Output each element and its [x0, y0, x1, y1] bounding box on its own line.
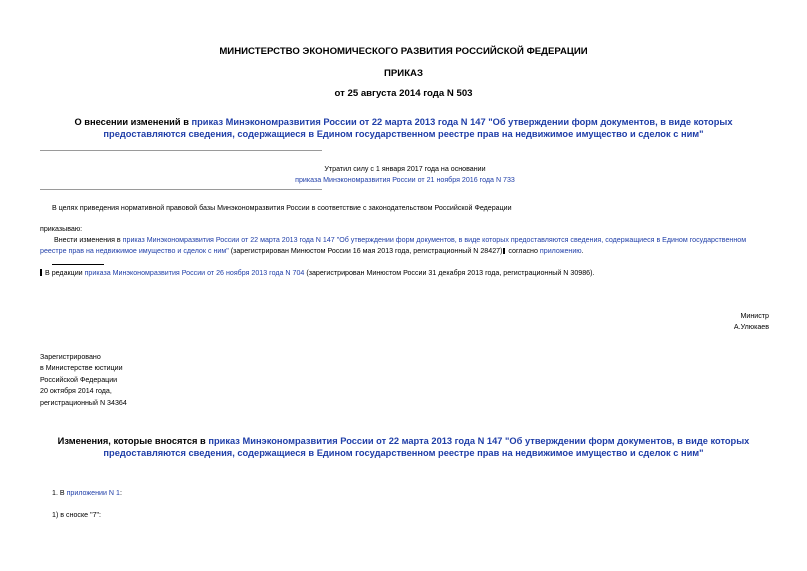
changes-order-link[interactable]: приказ Минэкономразвития России от 22 марта 2013 года N 147 "Об утверждении форм документов, в виде которых предоставляются сведения, содержащиеся в Едином государственном реестре прав на недвижимое имущество и сделок с ним": [103, 436, 750, 458]
change-subitem-1: 1) в сноске "7":: [52, 511, 102, 519]
changes-prefix: Изменения, которые вносятся в: [57, 436, 209, 446]
lost-force-note: [260, 164, 550, 186]
document-headline: [40, 116, 767, 140]
footnote-order-link[interactable]: приказа Минэкономразвития России от 26 ноября 2013 года N 704: [84, 269, 305, 277]
footnote-suffix: (зарегистрирован Минюстом России 31 декабря 2013 года, регистрационный N 30986).: [304, 269, 595, 277]
changes-title: [40, 435, 767, 459]
main-paragraph: [40, 235, 769, 257]
registration-line: Зарегистрировано: [40, 353, 101, 361]
separator-top: [40, 150, 322, 151]
appendix-1-link[interactable]: приложении N 1: [66, 489, 120, 497]
item1-suffix: :: [119, 489, 122, 497]
registration-line: Российской Федерации: [40, 375, 118, 384]
lost-force-link[interactable]: приказа Минэкономразвития России от 21 ноября 2016 года N 733: [295, 176, 515, 184]
order-word: приказываю:: [40, 225, 83, 233]
footnote-separator: [52, 264, 104, 265]
para2-middle: (зарегистрирован Минюстом России 16 мая 2013 года, регистрационный N 28427): [228, 247, 503, 255]
headline-order-link[interactable]: приказ Минэкономразвития России от 22 марта 2013 года N 147 "Об утверждении форм документов, в виде которых предоставляются сведения, содержащиеся в Едином государственном реестре прав на недвижимое имущество и сделок с ним": [103, 117, 733, 139]
signature-block: [734, 311, 769, 333]
footnote: [40, 268, 769, 279]
signature-name: А.Улюкаев: [733, 323, 769, 331]
appendix-link[interactable]: приложению: [539, 247, 582, 255]
document-date: от 25 августа 2014 года N 503: [334, 88, 473, 99]
headline-prefix: О внесении изменений в: [74, 117, 192, 127]
change-item-1: [52, 488, 122, 499]
para2-order-link[interactable]: приказ Минэкономразвития России от 22 марта 2013 года N 147 "Об утверждении форм документов, в виде которых предоставляются сведения, содержащиеся в Едином государственном реестре прав на недвижимое имущество и сделок с ним": [40, 236, 747, 255]
registration-block: [40, 352, 127, 409]
para2-prefix: Внести изменения в: [54, 236, 123, 244]
footnote-prefix: В редакции: [45, 269, 85, 277]
item1-prefix: 1. В: [52, 489, 67, 497]
lost-force-text: Утратил силу с 1 января 2017 года на основании: [324, 165, 486, 173]
document-type: ПРИКАЗ: [384, 68, 423, 79]
registration-line: регистрационный N 34364: [40, 398, 127, 407]
signature-title: Министр: [740, 312, 769, 320]
separator-bottom: [40, 189, 322, 190]
footnote-marker: [40, 269, 42, 276]
registration-line: в Министерстве юстиции: [40, 364, 123, 373]
registration-line: 20 октября 2014 года,: [40, 387, 112, 396]
ministry-name: МИНИСТЕРСТВО ЭКОНОМИЧЕСКОГО РАЗВИТИЯ РОССИЙСКОЙ ФЕДЕРАЦИИ: [219, 46, 588, 57]
para2-end: .: [581, 247, 584, 255]
preamble-paragraph: В целях приведения нормативной правовой базы Минэкономразвития России в соответствие с законодательством Российской Федерации: [52, 204, 512, 212]
para2-after: согласно: [506, 247, 540, 255]
